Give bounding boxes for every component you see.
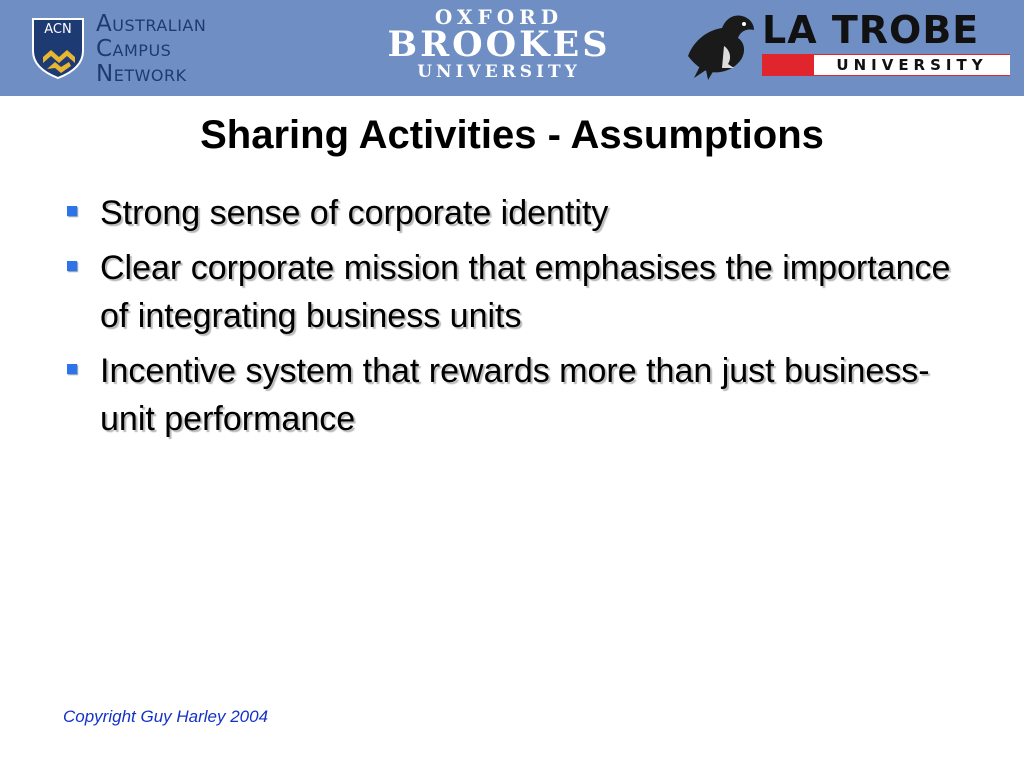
oxford-line-1: OXFORD [434,5,564,29]
acn-line-2: Campus [96,36,172,62]
latrobe-name-text: LA TROBE [762,8,980,52]
latrobe-university-text: UNIVERSITY [814,55,1010,75]
acn-logo-text [96,12,206,87]
slide-title: Sharing Activities - Assumptions [200,113,824,157]
bullet-text: Strong sense of corporate identity [100,194,609,232]
acn-line-1: Australian [96,11,207,37]
square-bullet-icon [67,364,77,374]
bullet-item [62,189,962,237]
square-bullet-icon [67,261,77,271]
acn-abbrev-text: ACN [44,22,72,37]
bullet-text: Clear corporate mission that emphasises the importance of integrating business units [100,249,951,335]
oxford-line-2: BROOKES [387,24,611,65]
acn-line-3: Network [96,61,187,87]
bullet-list [62,189,962,450]
bullet-item [62,244,962,340]
header-banner [0,0,1024,96]
copyright-footer: Copyright Guy Harley 2004 [63,707,269,726]
square-bullet-icon [67,206,77,216]
oxford-brookes-logo [346,6,652,82]
oxford-line-3: UNIVERSITY [417,62,581,82]
bullet-item [62,347,962,443]
bullet-text: Incentive system that rewards more than just business-unit performance [100,352,930,438]
latrobe-bird-logo-icon [684,10,758,82]
